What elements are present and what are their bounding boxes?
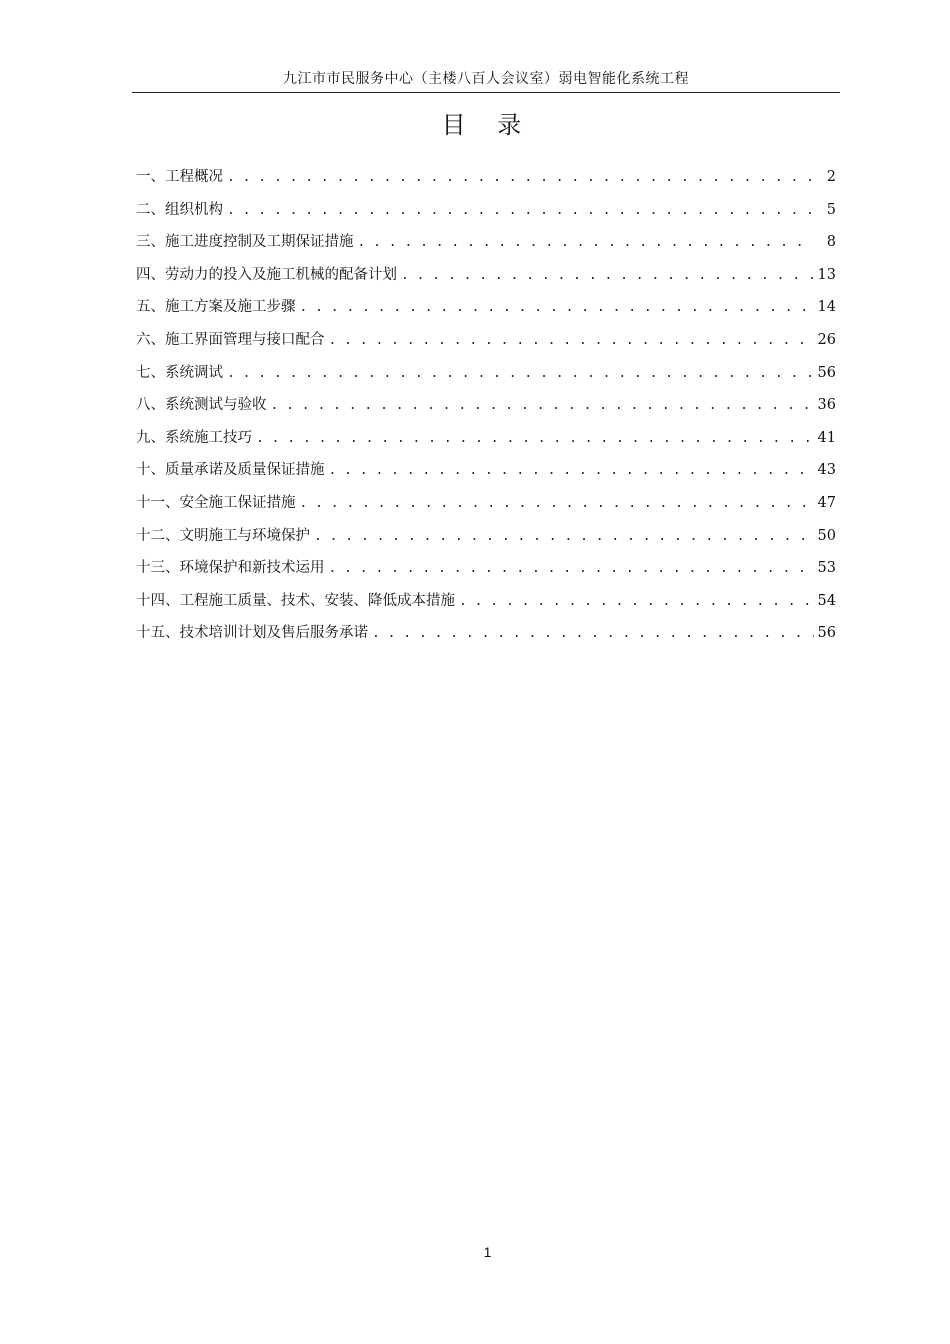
dot-leader [300,292,814,325]
toc-entry-label: 四、劳动力的投入及施工机械的配备计划 [136,266,397,283]
dot-leader [372,618,814,651]
toc-entry-label: 十、质量承诺及质量保证措施 [136,462,325,479]
dot-leader [459,586,814,619]
dot-leader [329,553,814,586]
dot-leader [358,227,815,260]
toc-entry-label: 九、系统施工技巧 [136,429,252,446]
toc-entry-label: 一、工程概况 [136,169,223,185]
toc-entry-page: 14 [817,299,836,316]
toc-entry-label: 十一、安全施工保证措施 [136,494,296,511]
toc-entry[interactable] [136,617,836,650]
toc-entry-page: 50 [817,527,836,544]
header-rule [132,92,840,93]
toc-entry[interactable] [136,520,836,553]
toc-entry-label: 十四、工程施工质量、技术、安装、降低成本措施 [136,592,455,609]
toc-entry[interactable] [136,357,836,390]
toc-entry-page: 2 [826,169,836,185]
toc-entry-page: 41 [817,429,836,446]
page-number: 1 [483,1244,492,1260]
toc-entry-page: 47 [817,494,836,511]
toc-entry-page: 56 [817,625,836,642]
toc-entry-page: 26 [817,331,836,348]
toc-entry-label: 六、施工界面管理与接口配合 [136,331,325,348]
toc-entry-label: 十二、文明施工与环境保护 [136,527,310,544]
dot-leader [300,488,814,521]
toc-entry[interactable] [136,585,836,618]
dot-leader [329,455,814,488]
toc-entry[interactable] [136,324,836,357]
toc-entry[interactable] [136,389,836,422]
toc-entry-page: 36 [817,397,836,414]
toc-entry-label: 七、系统调试 [136,364,223,381]
dot-leader [401,260,814,293]
toc-entry[interactable] [136,454,836,487]
toc-entry-page: 56 [817,364,836,381]
toc-entry[interactable] [136,552,836,585]
dot-leader [227,162,814,195]
toc-entry-label: 十五、技术培训计划及售后服务承诺 [136,625,368,642]
dot-leader [227,358,814,391]
toc-entry[interactable] [136,487,836,520]
toc-entry-page: 13 [817,266,836,283]
toc-title: 目 录 [441,111,534,139]
toc-entry-label: 八、系统测试与验收 [136,397,267,414]
dot-leader [256,423,814,456]
dot-leader [227,195,814,228]
dot-leader [329,325,814,358]
toc-entry-page: 43 [817,462,836,479]
toc-entry-label: 三、施工进度控制及工期保证措施 [136,234,354,251]
toc-entry[interactable] [136,291,836,324]
toc-entry[interactable] [136,226,836,259]
toc-entry-label: 十三、环境保护和新技术运用 [136,560,325,577]
dot-leader [271,390,814,423]
running-header: 九江市市民服务中心（主楼八百人会议室）弱电智能化系统工程 [283,71,689,87]
dot-leader [314,521,814,554]
toc-entry[interactable] [136,161,836,194]
toc-entry-label: 五、施工方案及施工步骤 [136,299,296,316]
toc-entry[interactable] [136,422,836,455]
toc-entry-label: 二、组织机构 [136,201,223,218]
toc-entry[interactable] [136,194,836,227]
table-of-contents [136,161,836,650]
toc-entry[interactable] [136,259,836,292]
toc-entry-page: 8 [826,234,836,251]
toc-entry-page: 5 [826,201,836,218]
toc-entry-page: 54 [817,592,836,609]
toc-entry-page: 53 [817,560,836,577]
